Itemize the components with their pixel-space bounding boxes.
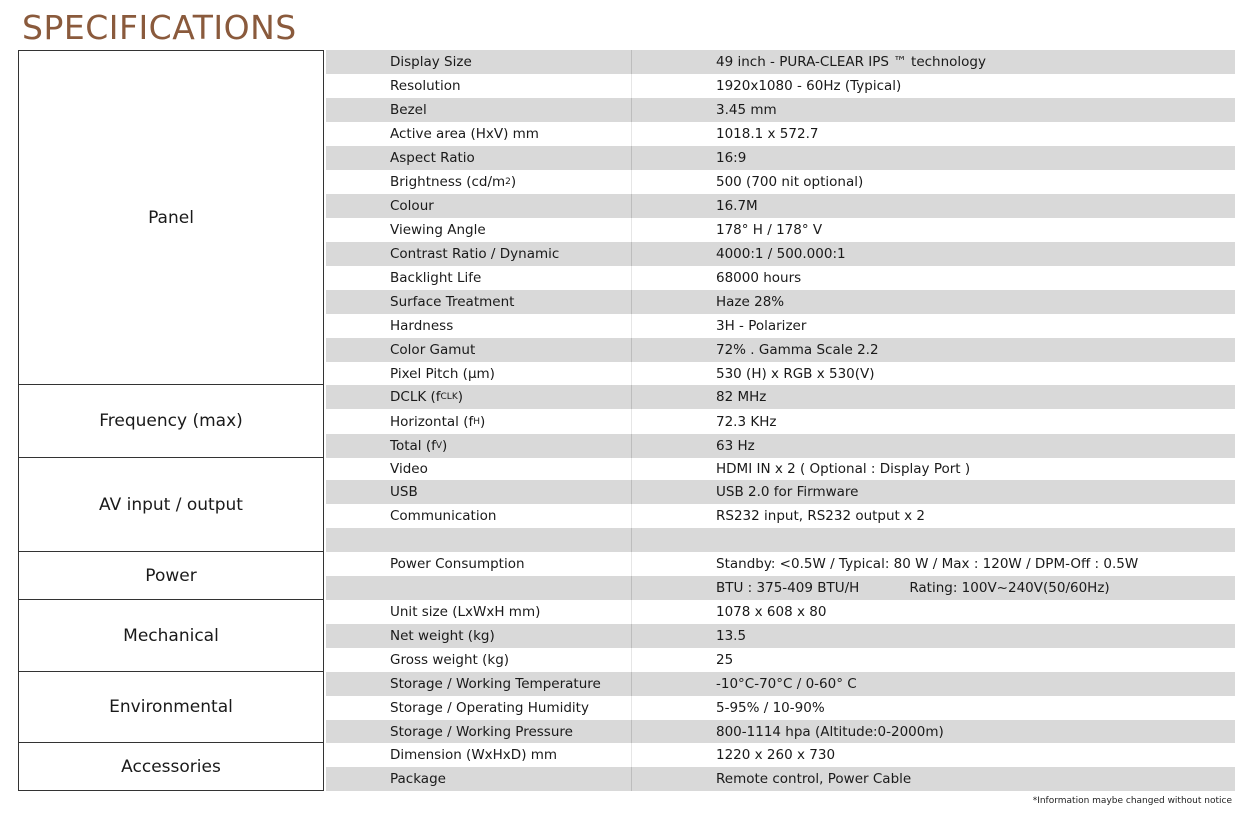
group-panel: Panel <box>18 50 324 385</box>
spec-row <box>326 290 1235 314</box>
spec-row <box>326 648 1235 672</box>
spec-value: 530 (H) x RGB x 530(V) <box>716 365 875 382</box>
spec-value: 500 (700 nit optional) <box>716 174 864 190</box>
spec-value: 4000:1 / 500.000:1 <box>716 246 846 262</box>
spec-value: 72% . Gamma Scale 2.2 <box>716 342 879 358</box>
spec-value: USB 2.0 for Firmware <box>716 484 859 500</box>
spec-row <box>326 576 1235 600</box>
spec-value: HDMI IN x 2 ( Optional : Display Port ) <box>716 461 971 477</box>
spec-row <box>326 409 1235 434</box>
spec-label: USB <box>390 484 418 500</box>
spec-row <box>326 338 1235 362</box>
spec-value: 68000 hours <box>716 270 802 286</box>
spec-label: Display Size <box>390 54 472 70</box>
spec-row <box>326 720 1235 743</box>
spec-row <box>326 672 1235 696</box>
spec-label: Unit size (LxWxH mm) <box>390 604 541 620</box>
spec-row <box>326 743 1235 767</box>
spec-row <box>326 480 1235 504</box>
spec-value: 5-95% / 10-90% <box>716 700 825 716</box>
page-title: SPECIFICATIONS <box>22 8 297 47</box>
spec-row <box>326 242 1235 266</box>
spec-row <box>326 314 1235 338</box>
spec-row <box>326 528 1235 552</box>
spec-label: Package <box>390 771 446 787</box>
spec-value: 1220 x 260 x 730 <box>716 747 836 763</box>
spec-row <box>326 194 1235 218</box>
spec-value: Haze 28% <box>716 294 785 310</box>
spec-label: Net weight (kg) <box>390 628 495 644</box>
spec-row <box>326 434 1235 458</box>
spec-label: Gross weight (kg) <box>390 652 510 668</box>
spec-row <box>326 122 1235 146</box>
spec-label: Colour <box>390 198 434 214</box>
spec-row <box>326 362 1235 385</box>
spec-value: 800-1114 hpa (Altitude:0-2000m) <box>716 723 944 740</box>
spec-value: BTU : 375-409 BTU/H Rating: 100V~240V(50/60Hz) <box>716 580 1110 596</box>
group-av-io: AV input / output <box>18 458 324 552</box>
spec-value: 49 inch - PURA-CLEAR IPS ™ technology <box>716 54 986 70</box>
spec-row <box>326 696 1235 720</box>
spec-label: Color Gamut <box>390 342 476 358</box>
spec-row <box>326 767 1235 791</box>
spec-label: Storage / Operating Humidity <box>390 700 589 716</box>
spec-value: 16:9 <box>716 150 747 166</box>
spec-value: 1920x1080 - 60Hz (Typical) <box>716 78 902 94</box>
footnote: *Information maybe changed without notice <box>1032 796 1232 806</box>
spec-value: 16.7M <box>716 198 758 214</box>
spec-label: Viewing Angle <box>390 222 486 238</box>
group-power: Power <box>18 552 324 600</box>
spec-label: Resolution <box>390 78 461 94</box>
spec-value: 25 <box>716 652 734 668</box>
spec-label: Storage / Working Pressure <box>390 723 573 740</box>
spec-label: Pixel Pitch (µm) <box>390 365 495 382</box>
spec-row <box>326 218 1235 242</box>
spec-value: 13.5 <box>716 628 747 644</box>
spec-label: Storage / Working Temperature <box>390 676 601 692</box>
spec-row <box>326 552 1235 576</box>
spec-value: RS232 input, RS232 output x 2 <box>716 508 926 524</box>
group-environmental: Environmental <box>18 672 324 743</box>
spec-label: Surface Treatment <box>390 294 515 310</box>
spec-label: Dimension (WxHxD) mm <box>390 747 558 763</box>
spec-value: 3.45 mm <box>716 102 777 118</box>
spec-label: Horizontal (f H ) <box>390 413 486 430</box>
spec-row <box>326 504 1235 528</box>
spec-label: Bezel <box>390 102 427 118</box>
spec-row <box>326 98 1235 122</box>
spec-label: Hardness <box>390 318 454 334</box>
spec-label: Backlight Life <box>390 270 482 286</box>
spec-label: Aspect Ratio <box>390 150 475 166</box>
group-frequency: Frequency (max) <box>18 385 324 458</box>
spec-row <box>326 458 1235 480</box>
spec-value: -10°C-70°C / 0-60° C <box>716 676 857 692</box>
spec-row <box>326 600 1235 624</box>
spec-value: 72.3 KHz <box>716 413 777 430</box>
spec-value: Remote control, Power Cable <box>716 771 912 787</box>
spec-row <box>326 74 1235 98</box>
spec-label: Power Consumption <box>390 556 525 572</box>
spec-label: Active area (HxV) mm <box>390 126 539 142</box>
spec-row <box>326 50 1235 74</box>
spec-label: Communication <box>390 508 497 524</box>
spec-value: 82 MHz <box>716 389 767 405</box>
spec-value: 1018.1 x 572.7 <box>716 126 819 142</box>
spec-row <box>326 385 1235 409</box>
spec-row <box>326 624 1235 648</box>
spec-value: 178° H / 178° V <box>716 222 823 238</box>
spec-row <box>326 266 1235 290</box>
spec-row <box>326 146 1235 170</box>
group-mechanical: Mechanical <box>18 600 324 672</box>
spec-value: 1078 x 608 x 80 <box>716 604 827 620</box>
spec-value: 3H - Polarizer <box>716 318 807 334</box>
spec-label: Contrast Ratio / Dynamic <box>390 246 560 262</box>
group-accessories: Accessories <box>18 743 324 791</box>
spec-value: 63 Hz <box>716 438 755 454</box>
spec-label: Total (f V ) <box>390 438 448 454</box>
spec-label: DCLK (f CLK ) <box>390 389 463 405</box>
spec-value: Standby: <0.5W / Typical: 80 W / Max : 120W / DPM-Off : 0.5W <box>716 556 1139 572</box>
spec-label: Brightness (cd/m 2 ) <box>390 174 517 190</box>
spec-label: Video <box>390 461 428 477</box>
spec-row <box>326 170 1235 194</box>
